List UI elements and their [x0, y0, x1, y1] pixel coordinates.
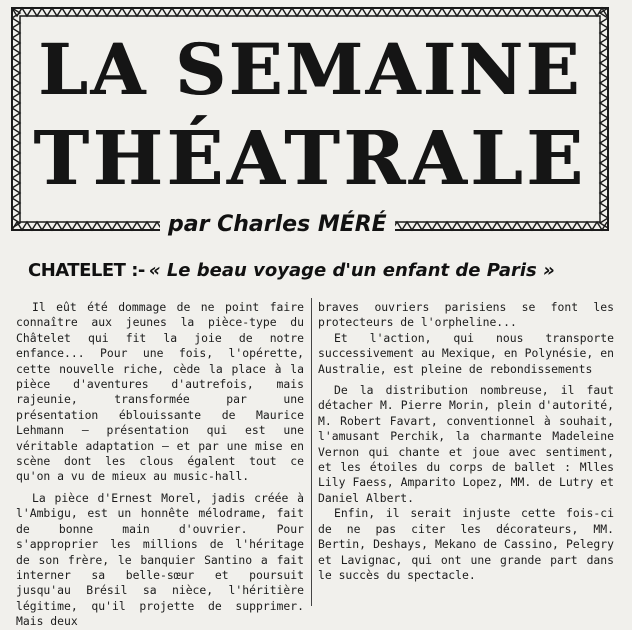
column-divider	[311, 298, 312, 606]
paragraph: Il eût été dommage de ne point faire connaître aux jeunes la pièce-type du Châtelet qui fit la joie de notre enfance... Pour une fois, l'opérette, cette nouvelle riche, cède la place à la pièce d'aventures d'autrefois, mais rajeunie, transformée par une présentation éblouissante de Maurice Lehmann — présentation qui est une véritable adaptation — et par une mise en scène dont les clous égalent tout ce qu'on a vu de mieux au music-hall.	[16, 300, 304, 484]
headline-venue: CHATELET :-	[28, 260, 145, 281]
byline: par Charles MÉRÉ	[160, 210, 395, 240]
paragraph: braves ouvriers parisiens se font les protecteurs de l'orpheline...	[318, 300, 614, 330]
paragraph: La pièce d'Ernest Morel, jadis créée à l'Ambigu, est un honnête mélodrame, fait de bonne main d'ouvrier. Pour s'approprier les millions de l'héritage de son frère, le banquier Santino a fait interner sa belle-sœur et poursuit jusqu'au Brésil sa nièce, l'héritière légitime, qu'il projette de supprimer. Mais deux	[16, 490, 304, 629]
article-column-left	[16, 300, 304, 630]
masthead	[10, 6, 610, 237]
paragraph: Et l'action, qui nous transporte successivement au Mexique, en Polynésie, en Australie, est pleine de rebondissements	[318, 330, 614, 376]
article-column-right	[318, 300, 614, 583]
title-line-1: LA SEMAINE	[38, 28, 582, 111]
paragraph: Enfin, il serait injuste cette fois-ci de ne pas citer les décorateurs, MM. Bertin, Deshays, Mekano de Cassino, Pelegry et Lavignac, qui ont une grande part dans le succès du spectacle.	[318, 506, 614, 582]
headline-play-title: « Le beau voyage d'un enfant de Paris »	[148, 260, 555, 281]
title-line-2: THÉATRALE	[33, 116, 587, 202]
article-headline	[28, 258, 608, 284]
paragraph: De la distribution nombreuse, il faut détacher M. Pierre Morin, plein d'autorité, M. Robert Favart, conventionnel à souhait, l'amusant Perchik, la charmante Madeleine Vernon qui chante et joue avec sentiment, et les étoiles du corps de ballet : Mlles Lily Faess, Amparito Lopez, MM. de Lutry et Daniel Albert.	[318, 383, 614, 505]
